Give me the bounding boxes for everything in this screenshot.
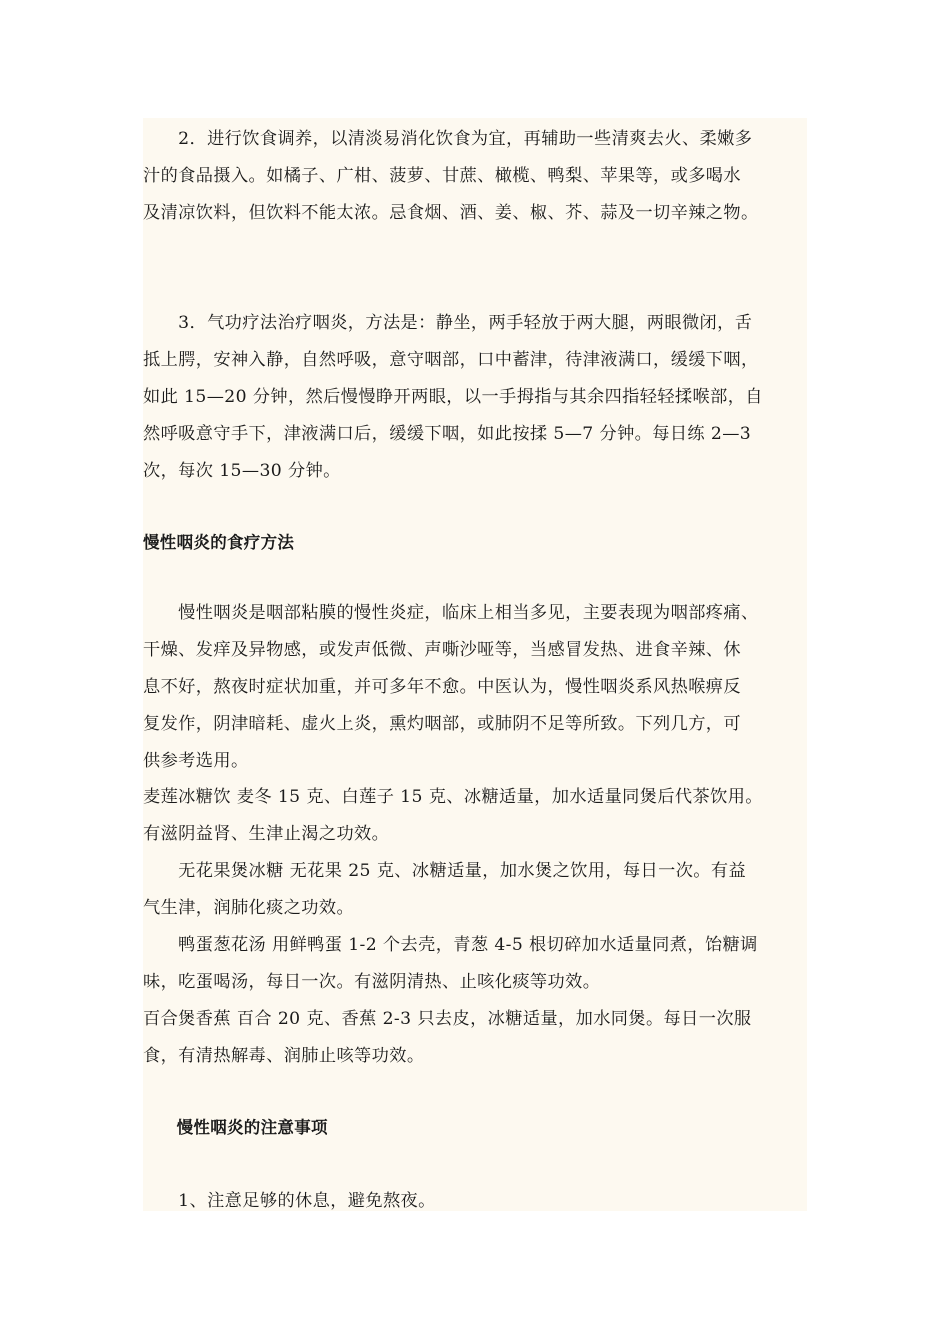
recipe-line-7: 百合煲香蕉 百合 20 克、香蕉 2-3 只去皮，冰糖适量，加水同煲。每日一次服 xyxy=(143,1009,752,1029)
section3-line-2: 抵上腭，安神入静，自然呼吸，意守咽部，口中蓄津，待津液满口，缓缓下咽， xyxy=(143,350,759,370)
section2-line-3: 及清凉饮料，但饮料不能太浓。忌食烟、酒、姜、椒、芥、蒜及一切辛辣之物。 xyxy=(143,203,759,223)
section2-line-2: 汁的食品摄入。如橘子、广柑、菠萝、甘蔗、橄榄、鸭梨、苹果等，或多喝水 xyxy=(143,166,741,186)
section3-line-3: 如此 15—20 分钟，然后慢慢睁开两眼，以一手拇指与其余四指轻轻揉喉部，自 xyxy=(143,387,763,407)
recipe-line-1: 麦莲冰糖饮 麦冬 15 克、白莲子 15 克、冰糖适量，加水适量同煲后代茶饮用。 xyxy=(143,787,763,807)
section3-line-1: 3．气功疗法治疗咽炎，方法是：静坐，两手轻放于两大腿，两眼微闭，舌 xyxy=(143,313,753,333)
recipe-line-6: 味，吃蛋喝汤，每日一次。有滋阴清热、止咳化痰等功效。 xyxy=(143,972,601,992)
recipe-line-2: 有滋阴益肾、生津止渴之功效。 xyxy=(143,824,390,844)
heading-precautions: 慢性咽炎的注意事项 xyxy=(143,1118,328,1137)
diet-intro-line-4: 复发作，阴津暗耗、虚火上炎，熏灼咽部，或肺阴不足等所致。下列几方，可 xyxy=(143,714,741,734)
heading-diet-therapy: 慢性咽炎的食疗方法 xyxy=(143,533,295,552)
note-line-1: 1、注意足够的休息，避免熬夜。 xyxy=(143,1191,436,1211)
section2-line-1: 2．进行饮食调养，以清淡易消化饮食为宜，再辅助一些清爽去火、柔嫩多 xyxy=(143,129,753,149)
diet-intro-line-2: 干燥、发痒及异物感，或发声低微、声嘶沙哑等，当感冒发热、进食辛辣、休 xyxy=(143,640,741,660)
recipe-line-5: 鸭蛋葱花汤 用鲜鸭蛋 1-2 个去壳，青葱 4-5 根切碎加水适量同煮，饴糖调 xyxy=(143,935,758,955)
section3-line-5: 次，每次 15—30 分钟。 xyxy=(143,461,341,481)
recipe-line-3: 无花果煲冰糖 无花果 25 克、冰糖适量，加水煲之饮用，每日一次。有益 xyxy=(143,861,747,881)
diet-intro-line-5: 供参考选用。 xyxy=(143,751,249,771)
document-body xyxy=(143,118,807,1211)
recipe-line-8: 食，有清热解毒、润肺止咳等功效。 xyxy=(143,1046,425,1066)
recipe-line-4: 气生津，润肺化痰之功效。 xyxy=(143,898,355,918)
diet-intro-line-3: 息不好，熬夜时症状加重，并可多年不愈。中医认为，慢性咽炎系风热喉痹反 xyxy=(143,677,741,697)
diet-intro-line-1: 慢性咽炎是咽部粘膜的慢性炎症，临床上相当多见，主要表现为咽部疼痛、 xyxy=(143,603,759,623)
section3-line-4: 然呼吸意守手下，津液满口后，缓缓下咽，如此按揉 5—7 分钟。每日练 2—3 xyxy=(143,424,752,444)
